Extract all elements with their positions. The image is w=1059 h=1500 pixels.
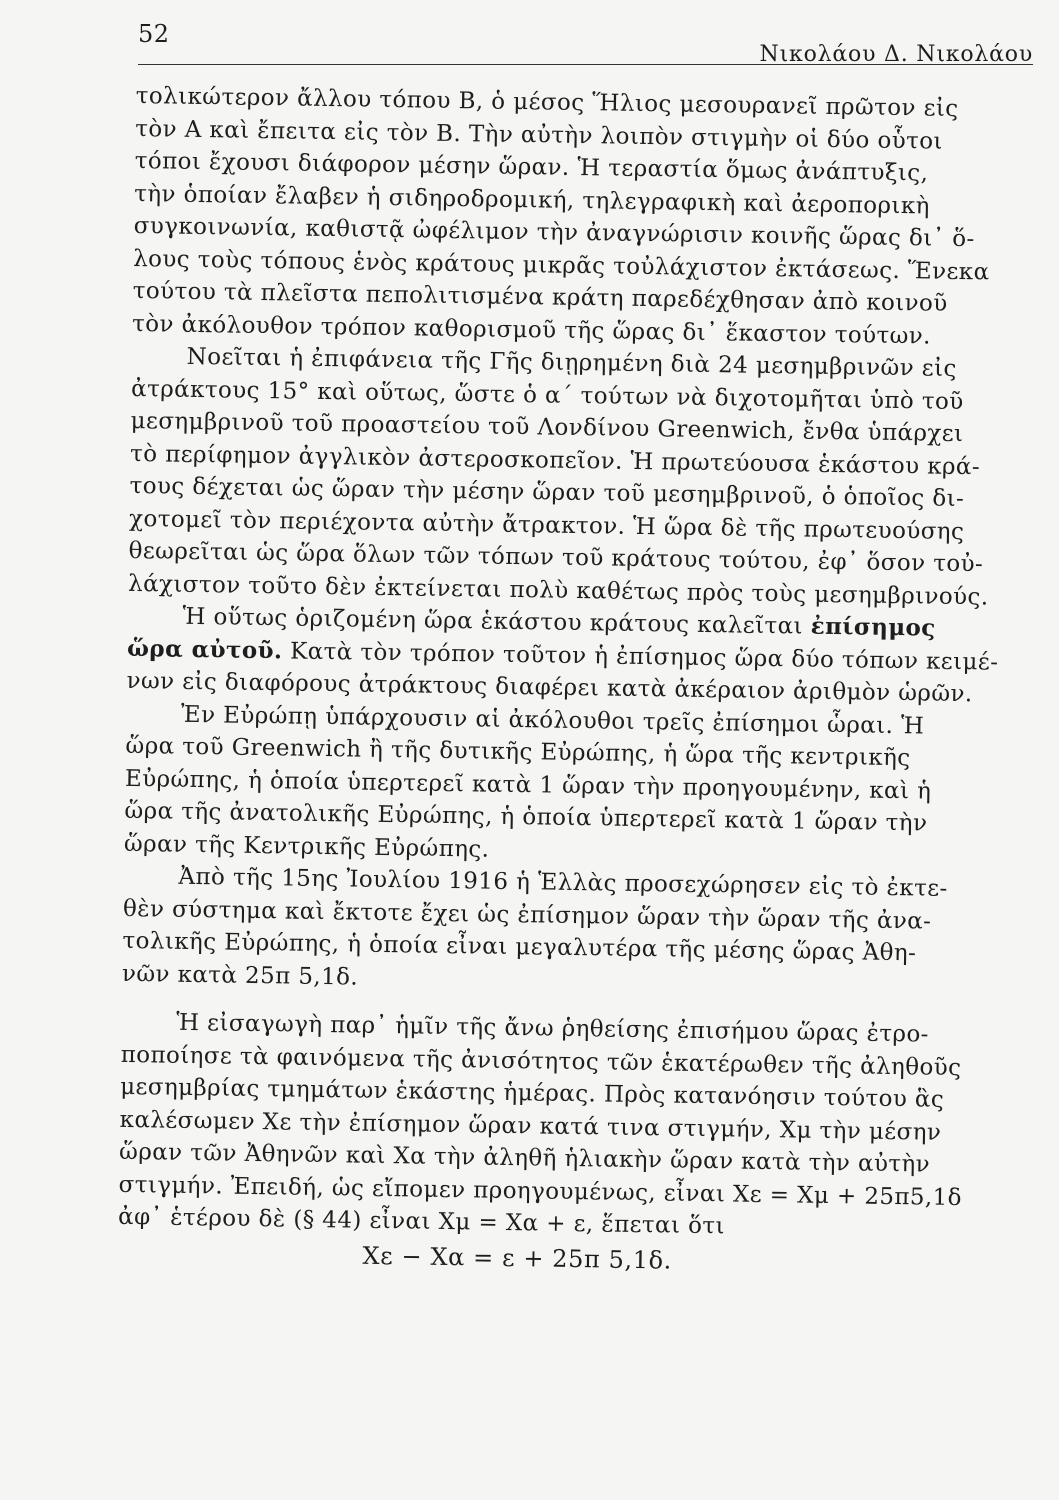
text-line: ποποίησε τὰ φαινόμενα τῆς ἀνισότητος τῶν ἑκατέρωθεν τῆς ἀληθοῦς xyxy=(120,1041,962,1081)
paragraph-4 xyxy=(124,697,1006,873)
paragraph-2 xyxy=(128,340,1012,614)
text-line: Εὐρώπης, ἡ ὁποία ὑπερτερεῖ κατὰ 1 ὥραν τὴν προηγουμένην, καὶ ἡ xyxy=(124,765,932,805)
text-line: τόποι ἔχουσι διάφορον μέσην ὥραν. Ἡ τεραστία ὅμως ἀνάπτυξις, xyxy=(134,147,929,187)
text-line: Ἀπὸ τῆς 15ης Ἰουλίου 1916 ἡ Ἑλλὰς προσεχώρησεν εἰς τὸ ἐκτε- xyxy=(178,863,948,902)
text-line: νων εἰς διαφόρους ἀτράκτους διαφέρει κατὰ ἀκέραιον ἀριθμὸν ὡρῶν. xyxy=(126,667,973,708)
text-line: μεσημβρινοῦ τοῦ προαστείου τοῦ Λονδίνου Greenwich, ἔνθα ὑπάρχει xyxy=(130,407,964,448)
text-line: τὸ περίφημον ἀγγλικὸν ἀστεροσκοπεῖον. Ἡ πρωτεύουσα ἑκάστου κρά- xyxy=(129,440,981,480)
text-line: Ἡ εἰσαγωγὴ παρ᾽ ἡμῖν τῆς ἄνω ῥηθείσης ἐπισήμου ὥρας ἐτρο- xyxy=(175,1009,930,1048)
text-line: τὸν ἀκόλουθον τρόπον καθορισμοῦ τῆς ὥρας δι᾽ ἕκαστον τούτων. xyxy=(131,310,932,350)
text-line: τούτου τὰ πλεῖστα πεπολιτισμένα κράτη παρεδέχθησαν ἀπὸ κοινοῦ xyxy=(132,277,948,317)
text-line: μεσημβρίας τμημάτων ἑκάστης ἡμέρας. Πρὸς κατανόησιν τούτου ἃς xyxy=(119,1073,945,1113)
text-line: τολικῆς Εὐρώπης, ἡ ὁποία εἶναι μεγαλυτέρα τῆς μέσης ὥρας Ἀθη- xyxy=(122,927,917,967)
paragraph-3 xyxy=(126,600,1007,711)
bold-term-continued: ὥρα αὐτοῦ. xyxy=(126,634,283,664)
body-text xyxy=(117,80,1016,1283)
text-line: τὸν Α καὶ ἔπειτα εἰς τὸν Β. Τὴν αὐτὴν λοιπὸν στιγμὴν οἱ δύο οὗτοι xyxy=(135,115,944,155)
text-line: ὥραν τῆς Κεντρικῆς Εὐρώπης. xyxy=(123,830,490,863)
text-line: λους τοὺς τόπους ἑνὸς κράτους μικρᾶς τοὐλάχιστον ἐκτάσεως. Ἕνεκα xyxy=(132,245,990,285)
bold-term: ἐπίσημος xyxy=(810,612,936,642)
text-line: ἀφ᾽ ἑτέρου δὲ (§ 44) εἶναι Χμ = Χα + ε, ἕπεται ὅτι xyxy=(117,1203,726,1240)
page-header xyxy=(138,20,1033,70)
text-line: θὲν σύστημα καὶ ἔκτοτε ἔχει ὡς ἐπίσημον ὥραν τὴν ὥραν τῆς ἀνα- xyxy=(122,895,932,935)
text-line: ὥρα τοῦ Greenwich ἢ τῆς δυτικῆς Εὐρώπης, ἡ ὥρα τῆς κεντρικῆς xyxy=(125,732,911,772)
text-span: Ἡ οὕτως ὁριζομένη ὥρα ἑκάστου κράτους καλεῖται xyxy=(182,603,804,640)
text-line: ὥραν τῶν Ἀθηνῶν καὶ Χα τὴν ἀληθῆ ἡλιακὴν ὥραν κατὰ τὴν αὐτὴν xyxy=(118,1138,931,1178)
text-line: τους δέχεται ὡς ὥραν τὴν μέσην ὥραν τοῦ μεσημβρινοῦ, ὁ ὁποῖος δι- xyxy=(129,472,965,513)
text-line: τολικώτερον ἄλλου τόπου Β, ὁ μέσος Ἥλιος μεσουρανεῖ πρῶτον εἰς xyxy=(135,82,959,122)
paragraph-1 xyxy=(132,80,1016,354)
text-line: χοτομεῖ τὸν περιέχοντα αὐτὴν ἄτρακτον. Ἡ ὥρα δὲ τῆς πρωτευούσης xyxy=(128,505,965,545)
paragraph-5 xyxy=(122,860,1004,1004)
text-line: τὴν ὁποίαν ἔλαβεν ἡ σιδηροδρομική, τηλεγραφικὴ καὶ ἀεροπορικὴ xyxy=(134,180,930,219)
header-rule xyxy=(138,64,1033,65)
text-line: ἀτράκτους 15° καὶ οὕτως, ὥστε ὁ α΄ τούτων νὰ διχοτομῆται ὑπὸ τοῦ xyxy=(130,375,964,415)
page-number: 52 xyxy=(138,20,170,48)
text-line: Ἐν Εὐρώπῃ ὑπάρχουσιν αἱ ἀκόλουθοι τρεῖς ἐπίσημοι ὧραι. Ἡ xyxy=(180,701,925,739)
text-line: καλέσωμεν Χε τὴν ἐπίσημον ὥραν κατά τινα στιγμήν, Χμ τὴν μέσην xyxy=(119,1106,942,1146)
running-head: Νικολάου Δ. Νικολάου xyxy=(759,42,1033,67)
text-line: στιγμήν. Ἐπειδή, ὡς εἴπομεν προηγουμένως, εἶναι Χε = Χμ + 25π5,1δ xyxy=(118,1171,963,1211)
text-line: νῶν κατὰ 25π 5,1δ. xyxy=(121,960,359,991)
text-line: λάχιστον τοῦτο δὲν ἐκτείνεται πολὺ καθέτως πρὸς τοὺς μεσημβρινούς. xyxy=(127,570,989,610)
text-span: Κατὰ τὸν τρόπον τοῦτον ἡ ἐπίσημος ὥρα δύο τόπων κειμέ- xyxy=(289,637,999,676)
text-line: θεωρεῖται ὡς ὥρα ὅλων τῶν τόπων τοῦ κράτους τούτου, ἐφ᾽ ὅσον τοὐ- xyxy=(128,537,984,578)
text-line: Νοεῖται ἡ ἐπιφάνεια τῆς Γῆς διῃρημένη διὰ 24 μεσημβρινῶν εἰς xyxy=(186,343,958,382)
text-line: ὥρα τῆς ἀνατολικῆς Εὐρώπης, ἡ ὁποία ὑπερτερεῖ κατὰ 1 ὥραν τὴν xyxy=(124,797,928,837)
equation: Χε − Χα = ε + 25π 5,1δ. xyxy=(362,1241,673,1275)
paragraph-6 xyxy=(117,1006,1001,1283)
text-line: συγκοινωνία, καθιστᾷ ὠφέλιμον τὴν ἀναγνώρισιν κοινῆς ὥρας δι᾽ ὅ- xyxy=(133,212,975,253)
